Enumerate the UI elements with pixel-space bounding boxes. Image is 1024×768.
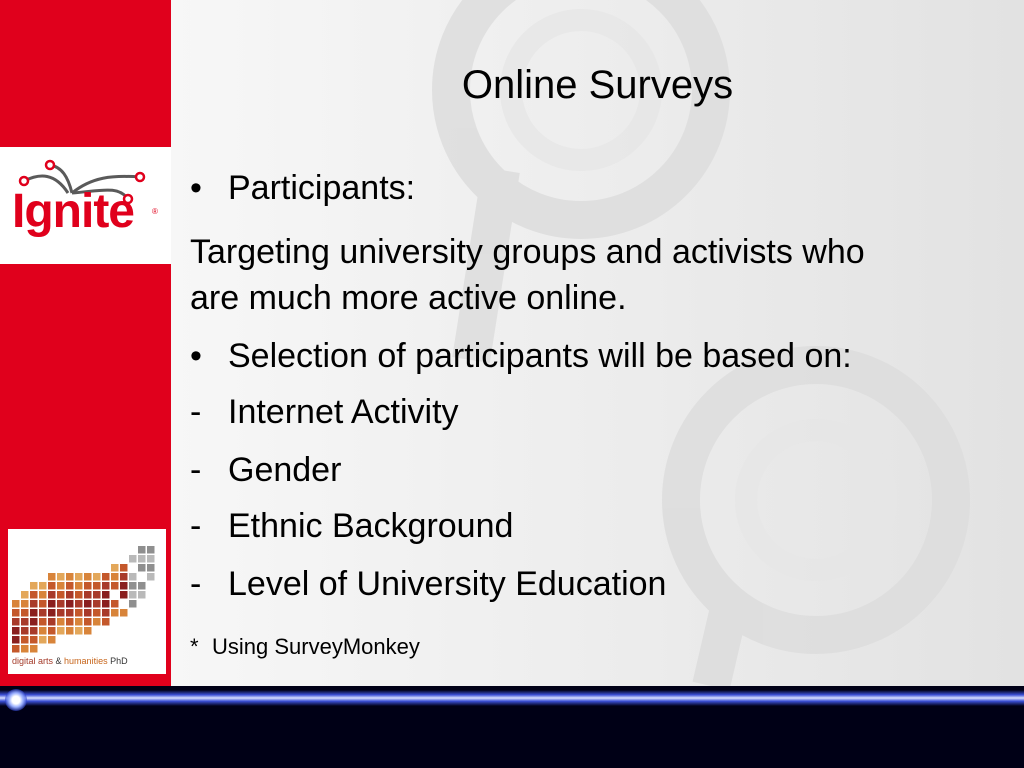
mosaic-tile: [66, 573, 74, 581]
ignite-logo-text: Ignite: [12, 185, 134, 238]
line-text: Ethnic Background: [228, 507, 514, 545]
mosaic-tile: [75, 591, 83, 599]
plain-line: [190, 278, 627, 318]
dash-marker: -: [190, 565, 202, 603]
mosaic-tile: [102, 591, 110, 599]
mosaic-tile: [120, 582, 128, 590]
dash-line: [190, 506, 513, 546]
mosaic-tile: [102, 609, 110, 617]
mosaic-tile: [102, 600, 110, 608]
mosaic-tile: [66, 609, 74, 617]
line-text: Participants:: [228, 169, 416, 207]
glow-dot-icon: [5, 689, 27, 711]
dah-caption-part3: humanities: [64, 656, 108, 666]
mosaic-tile: [39, 582, 47, 590]
mosaic-tile: [102, 573, 110, 581]
line-text: Gender: [228, 451, 342, 489]
mosaic-tile: [129, 573, 137, 581]
mosaic-tile: [93, 609, 101, 617]
mosaic-tile: [12, 600, 20, 608]
dah-caption-part2: &: [53, 656, 65, 666]
line-text: Targeting university groups and activists who: [190, 233, 865, 271]
mosaic-tile: [84, 573, 92, 581]
mosaic-tile: [30, 600, 38, 608]
mosaic-tile: [147, 573, 155, 581]
mosaic-tile: [147, 564, 155, 572]
mosaic-tile: [57, 618, 65, 626]
mosaic-tile: [21, 645, 29, 653]
mosaic-tile: [129, 582, 137, 590]
mosaic-tile: [12, 645, 20, 653]
mosaic-tile: [66, 618, 74, 626]
mosaic-tile: [57, 573, 65, 581]
mosaic-tile: [111, 573, 119, 581]
mosaic-tile: [66, 582, 74, 590]
mosaic-tile: [21, 591, 29, 599]
mosaic-tile: [93, 582, 101, 590]
line-text: Selection of participants will be based on:: [228, 337, 852, 375]
mosaic-tile: [84, 627, 92, 635]
mosaic-tile: [12, 609, 20, 617]
mosaic-tile: [75, 582, 83, 590]
mosaic-tile: [21, 600, 29, 608]
glow-line: [0, 690, 1024, 706]
mosaic-tile: [30, 627, 38, 635]
mosaic-tile: [57, 600, 65, 608]
mosaic-tile: [57, 609, 65, 617]
mosaic-tile: [111, 564, 119, 572]
bullet-line: [190, 336, 852, 376]
mosaic-tile: [111, 600, 119, 608]
line-text: Level of University Education: [228, 565, 667, 603]
mosaic-tile: [111, 582, 119, 590]
mosaic-tile: [129, 591, 137, 599]
mosaic-tile: [129, 600, 137, 608]
dah-logo: [8, 529, 166, 674]
mosaic-tile: [21, 618, 29, 626]
mosaic-tile: [66, 627, 74, 635]
mosaic-tile: [30, 636, 38, 644]
mosaic-tile: [39, 591, 47, 599]
mosaic-tile: [21, 627, 29, 635]
mosaic-tile: [84, 591, 92, 599]
mosaic-tile: [12, 627, 20, 635]
mosaic-tile: [138, 546, 146, 554]
mosaic-tile: [30, 582, 38, 590]
mosaic-tile: [93, 600, 101, 608]
mosaic-tile: [147, 546, 155, 554]
mosaic-tile: [48, 591, 56, 599]
registered-mark: ®: [152, 207, 158, 216]
mosaic-tile: [84, 618, 92, 626]
slide-title: Online Surveys: [461, 63, 734, 107]
mosaic-tile: [75, 573, 83, 581]
mosaic-tile: [102, 582, 110, 590]
mosaic-tile: [93, 618, 101, 626]
mosaic-tile: [66, 600, 74, 608]
bullet-line: [190, 168, 415, 208]
bullet-marker: •: [190, 337, 202, 375]
mosaic-tile: [138, 555, 146, 563]
plain-line: [190, 232, 865, 272]
mosaic-tile: [102, 618, 110, 626]
dah-caption-part1: digital arts: [12, 656, 54, 666]
mosaic-tile: [75, 609, 83, 617]
mosaic-tile: [120, 591, 128, 599]
mosaic-tile: [84, 600, 92, 608]
mosaic-tile: [39, 600, 47, 608]
mosaic-tile: [39, 627, 47, 635]
mosaic-tile: [12, 636, 20, 644]
footnote-marker: *: [190, 634, 199, 659]
dash-line: [190, 564, 666, 604]
mosaic-tile: [84, 609, 92, 617]
mosaic-tile: [57, 582, 65, 590]
mosaic-tile: [120, 609, 128, 617]
mosaic-tile: [84, 582, 92, 590]
dah-caption-part4: PhD: [107, 656, 128, 666]
mosaic-tile: [48, 573, 56, 581]
mosaic-tile: [48, 636, 56, 644]
mosaic-tile: [75, 600, 83, 608]
mosaic-tile: [75, 627, 83, 635]
line-text: are much more active online.: [190, 279, 627, 317]
mosaic-tile: [39, 636, 47, 644]
bullet-marker: •: [190, 169, 202, 207]
mosaic-tile: [57, 627, 65, 635]
mosaic-tile: [30, 591, 38, 599]
mosaic-tile: [147, 555, 155, 563]
line-text: Internet Activity: [228, 393, 459, 431]
mosaic-tile: [30, 609, 38, 617]
mosaic-tile: [30, 618, 38, 626]
mosaic-tile: [75, 618, 83, 626]
mosaic-tile: [66, 591, 74, 599]
mosaic-tile: [48, 582, 56, 590]
mosaic-tile: [138, 582, 146, 590]
mosaic-tile: [21, 636, 29, 644]
mosaic-tile: [48, 618, 56, 626]
footnote-text: Using SurveyMonkey: [212, 634, 420, 659]
mosaic-tile: [120, 564, 128, 572]
dash-marker: -: [190, 451, 202, 489]
mosaic-tile: [12, 618, 20, 626]
dah-logo-caption: [12, 656, 164, 666]
mosaic-tile: [111, 609, 119, 617]
dah-mosaic-icon: [8, 529, 166, 674]
mosaic-tile: [120, 573, 128, 581]
mosaic-tile: [21, 609, 29, 617]
dash-marker: -: [190, 393, 202, 431]
dash-marker: -: [190, 507, 202, 545]
mosaic-tile: [57, 591, 65, 599]
mosaic-tile: [138, 564, 146, 572]
footnote: [190, 634, 420, 660]
mosaic-tile: [48, 627, 56, 635]
mosaic-tile: [39, 618, 47, 626]
mosaic-tile: [39, 609, 47, 617]
mosaic-tile: [48, 600, 56, 608]
mosaic-tile: [30, 645, 38, 653]
dash-line: [190, 392, 459, 432]
dash-line: [190, 450, 341, 490]
mosaic-tile: [93, 573, 101, 581]
mosaic-tile: [129, 555, 137, 563]
mosaic-tile: [48, 609, 56, 617]
mosaic-tile: [138, 591, 146, 599]
mosaic-tile: [93, 591, 101, 599]
